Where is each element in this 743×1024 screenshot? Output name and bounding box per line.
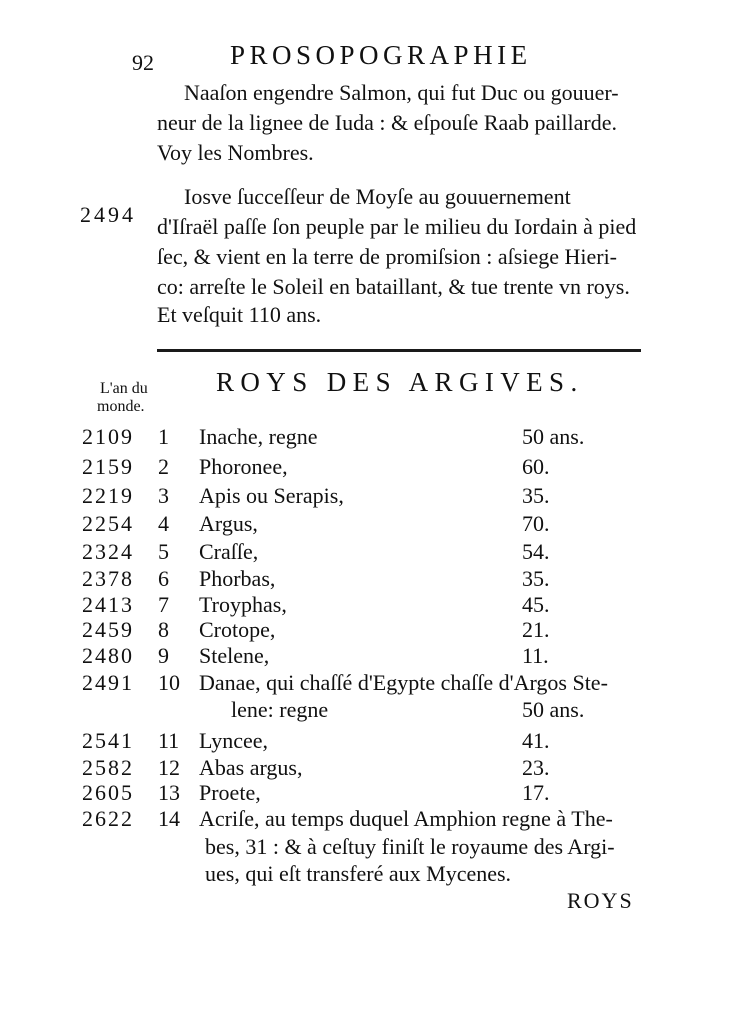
king-row xyxy=(0,670,743,700)
king-year: 2109 xyxy=(82,424,134,449)
intro-line: Naaſon engendre Salmon, qui fut Duc ou gouuer- xyxy=(184,80,619,105)
king-row xyxy=(0,483,743,513)
king-name: Abas argus, xyxy=(199,755,303,780)
king-number: 3 xyxy=(158,483,169,508)
king-name: Troyphas, xyxy=(199,592,287,617)
reign-duration: 45. xyxy=(522,592,550,617)
king-row xyxy=(0,454,743,484)
king-name: Phoronee, xyxy=(199,454,288,479)
king-number: 14 xyxy=(158,806,180,831)
reign-duration: 50 ans. xyxy=(522,424,585,449)
king-number: 4 xyxy=(158,511,169,536)
page-number: 92 xyxy=(132,50,154,75)
reign-duration: 70. xyxy=(522,511,550,536)
king-number: 11 xyxy=(158,728,180,753)
king-row xyxy=(0,539,743,569)
reign-duration: 50 ans. xyxy=(522,697,585,722)
king-number: 2 xyxy=(158,454,169,479)
josue-line: co: arreſte le Soleil en bataillant, & tue trente vn roys. xyxy=(157,274,630,299)
king-number: 7 xyxy=(158,592,169,617)
king-year: 2480 xyxy=(82,643,134,668)
josue-line: ſec, & vient en la terre de promiſsion : aſsiege Hieri- xyxy=(157,244,618,269)
king-number: 1 xyxy=(158,424,169,449)
king-year: 2159 xyxy=(82,454,134,479)
josue-line: d'Iſraël paſſe ſon peuple par le milieu du Iordain à pied xyxy=(157,214,637,239)
reign-duration: 35. xyxy=(522,566,550,591)
year-column-header: L'an du xyxy=(100,380,148,397)
king-year: 2541 xyxy=(82,728,134,753)
king-row xyxy=(0,511,743,541)
acrise-continuation: ues, qui eſt transferé aux Mycenes. xyxy=(205,861,512,886)
king-number: 6 xyxy=(158,566,169,591)
king-row xyxy=(0,424,743,454)
king-name: Proete, xyxy=(199,780,261,805)
reign-duration: 60. xyxy=(522,454,550,479)
reign-duration: 17. xyxy=(522,780,550,805)
king-name: Argus, xyxy=(199,511,258,536)
king-row xyxy=(0,728,743,758)
king-name: Lyncee, xyxy=(199,728,269,753)
king-number: 5 xyxy=(158,539,169,564)
josue-line: Iosve ſucceſſeur de Moyſe au gouuernement xyxy=(184,184,571,209)
reign-duration: 21. xyxy=(522,617,550,642)
reign-duration: 23. xyxy=(522,755,550,780)
king-name: Craſſe, xyxy=(199,539,259,564)
reign-duration: 54. xyxy=(522,539,550,564)
king-name: Inache, regne xyxy=(199,424,318,449)
king-number: 12 xyxy=(158,755,180,780)
king-name: Acriſe, au temps duquel Amphion regne à The- xyxy=(199,806,613,831)
king-year: 2459 xyxy=(82,617,134,642)
king-year: 2378 xyxy=(82,566,134,591)
king-number: 9 xyxy=(158,643,169,668)
king-year: 2622 xyxy=(82,806,134,831)
danae-continuation: lene: regne xyxy=(231,697,329,722)
king-name: Crotope, xyxy=(199,617,276,642)
king-number: 10 xyxy=(158,670,180,695)
reign-duration: 41. xyxy=(522,728,550,753)
king-name: Danae, qui chaſſé d'Egypte chaſſe d'Argos Ste- xyxy=(199,670,608,695)
intro-line: neur de la lignee de Iuda : & eſpouſe Raab paillarde. xyxy=(157,110,617,135)
king-year: 2254 xyxy=(82,511,134,536)
reign-duration: 11. xyxy=(522,643,549,668)
king-year: 2413 xyxy=(82,592,134,617)
king-year: 2582 xyxy=(82,755,134,780)
king-year: 2491 xyxy=(82,670,134,695)
year-column-header: monde. xyxy=(97,398,145,415)
king-name: Apis ou Serapis, xyxy=(199,483,344,508)
section-title: ROYS DES ARGIVES. xyxy=(216,367,584,397)
king-name: Stelene, xyxy=(199,643,270,668)
king-row xyxy=(0,643,743,673)
king-year: 2219 xyxy=(82,483,134,508)
king-year: 2605 xyxy=(82,780,134,805)
margin-year: 2494 xyxy=(80,202,136,227)
acrise-continuation: bes, 31 : & à ceſtuy finiſt le royaume des Argi- xyxy=(205,834,615,859)
king-number: 13 xyxy=(158,780,180,805)
catchword: ROYS xyxy=(567,888,634,913)
king-number: 8 xyxy=(158,617,169,642)
section-divider xyxy=(157,349,641,352)
king-year: 2324 xyxy=(82,539,134,564)
king-row xyxy=(0,806,743,836)
josue-line: Et veſquit 110 ans. xyxy=(157,302,322,327)
intro-line: Voy les Nombres. xyxy=(157,140,314,165)
king-name: Phorbas, xyxy=(199,566,276,591)
running-title: PROSOPOGRAPHIE xyxy=(230,40,532,70)
reign-duration: 35. xyxy=(522,483,550,508)
